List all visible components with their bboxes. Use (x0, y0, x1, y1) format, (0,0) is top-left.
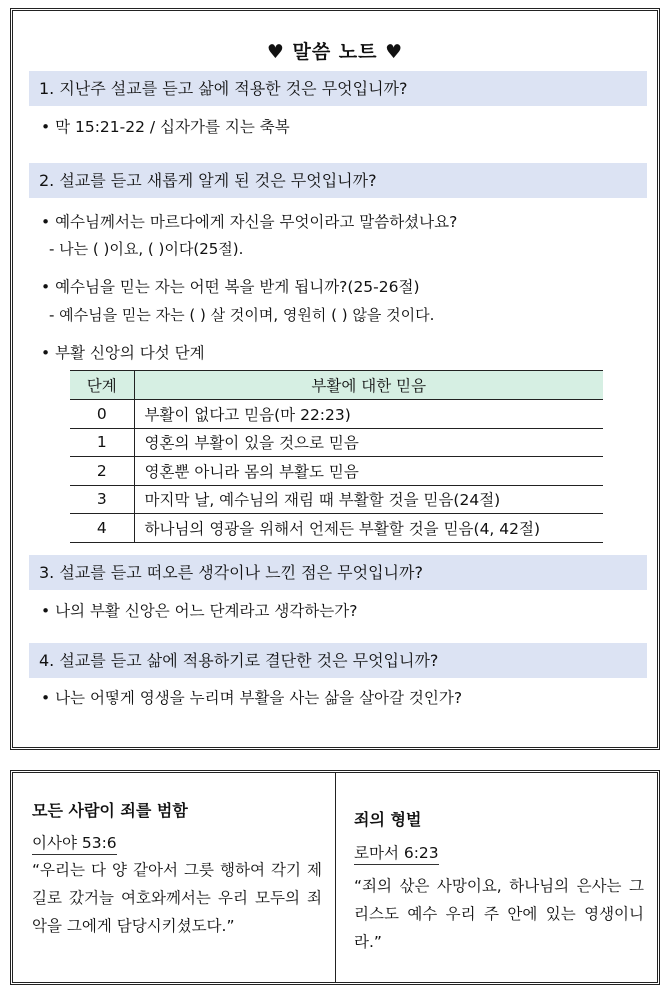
question-2-item-2: • 예수님을 믿는 자는 어떤 복을 받게 됩니까?(25-26절) (41, 278, 420, 296)
question-4-item: • 나는 어떻게 영생을 누리며 부활을 사는 삶을 살아갈 것인가? (41, 689, 463, 707)
stage-number: 1 (70, 428, 134, 457)
question-2-item-1: • 예수님께서는 마르다에게 자신을 무엇이라고 말씀하셨나요? (41, 213, 458, 231)
table-header-belief: 부활에 대한 믿음 (134, 371, 603, 400)
verse-card-right (336, 773, 657, 982)
question-2-bar: 2. 설교를 듣고 새롭게 알게 된 것은 무엇입니까? (29, 163, 647, 198)
verse-card-left (13, 773, 336, 982)
verse-heading: 모든 사람이 죄를 범함 (32, 801, 188, 820)
stage-number: 0 (70, 400, 134, 429)
question-1-item: • 막 15:21-22 / 십자가를 지는 축복 (41, 118, 290, 136)
question-3-bar: 3. 설교를 듣고 떠오른 생각이나 느낀 점은 무엇입니까? (29, 555, 647, 590)
stage-number: 3 (70, 485, 134, 514)
verse-reference: 로마서 6:23 (354, 841, 439, 865)
stage-belief: 하나님의 영광을 위해서 언제든 부활할 것을 믿음(4, 42절) (134, 514, 603, 543)
resurrection-stages-table (70, 370, 603, 543)
stage-belief: 영혼뿐 아니라 몸의 부활도 믿음 (134, 457, 603, 486)
question-3-item: • 나의 부활 신앙은 어느 단계라고 생각하는가? (41, 602, 358, 620)
stage-belief: 마지막 날, 예수님의 재림 때 부활할 것을 믿음(24절) (134, 485, 603, 514)
table-row (70, 485, 603, 514)
verse-reference: 이사야 53:6 (32, 831, 117, 855)
verse-heading: 죄의 형벌 (354, 810, 422, 829)
table-row (70, 457, 603, 486)
stage-number: 2 (70, 457, 134, 486)
stage-belief: 부활이 없다고 믿음(마 22:23) (134, 400, 603, 429)
stage-number: 4 (70, 514, 134, 543)
question-2-answer-2: - 예수님을 믿는 자는 ( ) 살 것이며, 영원히 ( ) 않을 것이다. (49, 306, 435, 324)
sermon-note-box (10, 8, 660, 750)
verse-text: “죄의 삯은 사망이요, 하나님의 은사는 그리스도 예수 우리 주 안에 있는 영생이니라.” (354, 877, 644, 951)
question-2-item-3: • 부활 신앙의 다섯 단계 (41, 344, 205, 362)
question-4-bar: 4. 설교를 듣고 삶에 적용하기로 결단한 것은 무엇입니까? (29, 643, 647, 678)
table-row (70, 400, 603, 429)
stage-belief: 영혼의 부활이 있을 것으로 믿음 (134, 428, 603, 457)
question-1-bar: 1. 지난주 설교를 듣고 삶에 적용한 것은 무엇입니까? (29, 71, 647, 106)
table-row (70, 514, 603, 543)
table-row (70, 428, 603, 457)
verse-box (10, 770, 660, 985)
note-title: ♥ 말씀 노트 ♥ (266, 41, 404, 63)
table-header-stage: 단계 (70, 371, 134, 400)
verse-text: “우리는 다 양 같아서 그릇 행하여 각기 제 길로 갔거늘 여호와께서는 우리 모두의 죄악을 그에게 담당시키셨도다.” (32, 861, 322, 935)
question-2-answer-1: - 나는 ( )이요, ( )이다(25절). (49, 240, 244, 258)
